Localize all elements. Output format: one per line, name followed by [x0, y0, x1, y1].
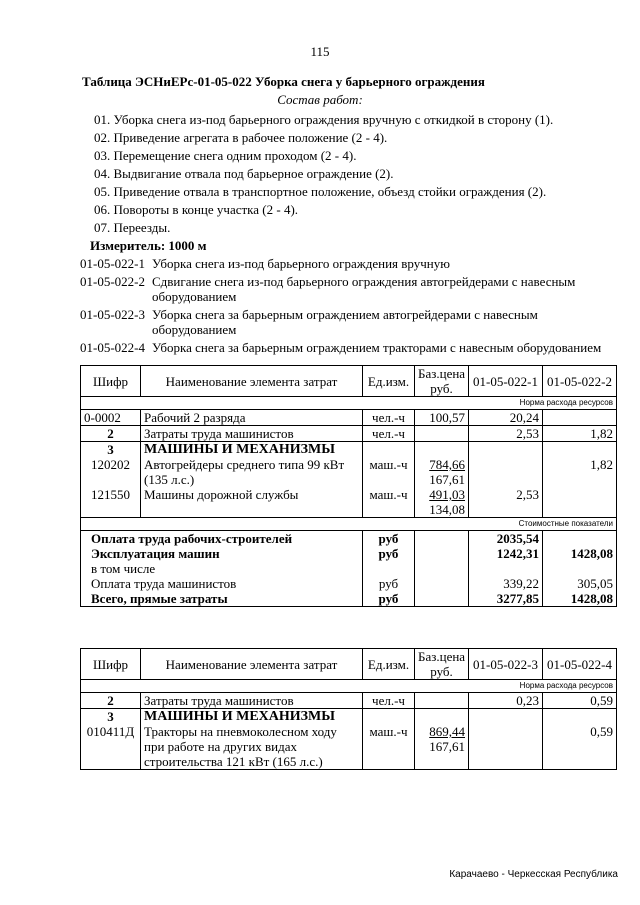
cell-col-a [469, 442, 543, 458]
cell-col-b [543, 410, 617, 426]
cell-price: 100,57 [415, 410, 469, 426]
cost-row [81, 591, 617, 607]
operation-item: 03. Перемещение снега одним проходом (2 - 4). [94, 148, 357, 163]
header-col-a: 01-05-022-3 [469, 649, 543, 680]
header-col-b: 01-05-022-4 [543, 649, 617, 680]
cost-col-b: 1428,08 [543, 546, 617, 561]
meter-label: Измеритель: 1000 м [90, 238, 207, 253]
cost-unit: руб [363, 591, 415, 607]
operation-item: 05. Приведение отвала в транспортное положение, объезд стойки ограждения (2). [94, 184, 547, 199]
cell-code: 2 [81, 693, 141, 709]
table-row [81, 426, 617, 442]
cost-col-a: 339,22 [469, 576, 543, 591]
cost-label: Стоимостные показатели [81, 518, 617, 531]
cell-col-a: 2,53 [469, 426, 543, 442]
code: 01-05-022-1 [80, 256, 145, 271]
header-name: Наименование элемента затрат [141, 366, 363, 397]
header-col-b: 01-05-022-2 [543, 366, 617, 397]
cost-row [81, 576, 617, 591]
operation-item: 02. Приведение агрегата в рабочее положение (2 - 4). [94, 130, 388, 145]
cell-col-a: 2,53 [469, 487, 543, 518]
cell-col-a: 20,24 [469, 410, 543, 426]
cell-price [415, 487, 469, 518]
cost-price [415, 546, 469, 561]
price-total: 491,03 [429, 487, 465, 502]
cell-price [415, 693, 469, 709]
cost-price [415, 531, 469, 547]
operation-item: 07. Переезды. [94, 220, 171, 235]
cell-code: 121550 [81, 487, 141, 518]
cell-code: 120202 [81, 457, 141, 487]
code-description: Уборка снега за барьерным ограждением автогрейдерами с навесным оборудованием [152, 307, 538, 337]
cell-price [415, 426, 469, 442]
composition-label: Состав работ: [277, 92, 363, 107]
cost-unit: руб [363, 531, 415, 547]
price-wage: 167,61 [429, 472, 465, 487]
header-cipher: Шифр [81, 649, 141, 680]
cell-name: Затраты труда машинистов [141, 693, 363, 709]
cost-col-a [469, 561, 543, 576]
header-name: Наименование элемента затрат [141, 649, 363, 680]
norm-subheader-row [81, 680, 617, 693]
page-number: 115 [310, 44, 330, 59]
cell-code: 0-0002 [81, 410, 141, 426]
cell-price [415, 724, 469, 770]
table-row [81, 457, 617, 487]
cell-name: Рабочий 2 разряда [141, 410, 363, 426]
cost-col-b: 1428,08 [543, 591, 617, 607]
cost-unit: руб [363, 546, 415, 561]
cell-col-b: 1,82 [543, 426, 617, 442]
cell-col-a [469, 709, 543, 725]
cell-col-a: 0,23 [469, 693, 543, 709]
cell-price [415, 457, 469, 487]
section-title: МАШИНЫ И МЕХАНИЗМЫ [141, 442, 363, 458]
cost-name: Оплата труда машинистов [81, 576, 363, 591]
code-description: Уборка снега из-под барьерного ограждения вручную [152, 256, 450, 271]
cost-unit [363, 561, 415, 576]
code-item [80, 307, 620, 337]
cell-col-b: 0,59 [543, 724, 617, 770]
cost-subheader-row [81, 518, 617, 531]
cost-price [415, 561, 469, 576]
operations-list [94, 111, 553, 237]
code-description: Уборка снега за барьерным ограждением тракторами с навесным оборудованием [152, 340, 602, 355]
code-description: Сдвигание снега из-под барьерного ограждения автогрейдерами с навесным оборудованием [152, 274, 576, 304]
cell-unit: чел.-ч [363, 693, 415, 709]
section-row [81, 709, 617, 725]
cell-name: Машины дорожной службы [141, 487, 363, 518]
cell-unit [363, 709, 415, 725]
table-title: Таблица ЭСНиЕРс-01-05-022 Уборка снега у барьерного ограждения [82, 74, 485, 89]
cell-unit: чел.-ч [363, 426, 415, 442]
cell-unit: маш.-ч [363, 487, 415, 518]
section-title: МАШИНЫ И МЕХАНИЗМЫ [141, 709, 363, 725]
cell-name: Тракторы на пневмоколесном ходу при работе на других видах строительства 121 кВт (165 л.с.) [141, 724, 363, 770]
price-wage: 167,61 [429, 739, 465, 754]
header-unit: Ед.изм. [363, 649, 415, 680]
price-total: 784,66 [429, 457, 465, 472]
operation-item: 06. Повороты в конце участка (2 - 4). [94, 202, 299, 217]
cell-unit [363, 442, 415, 458]
cost-price [415, 591, 469, 607]
cost-col-a: 3277,85 [469, 591, 543, 607]
cell-price [415, 442, 469, 458]
cost-name: в том числе [81, 561, 363, 576]
cell-unit: маш.-ч [363, 724, 415, 770]
cell-col-b [543, 709, 617, 725]
cell-price [415, 709, 469, 725]
code-item [80, 256, 620, 271]
price-total: 869,44 [429, 724, 465, 739]
operation-item: 04. Выдвигание отвала под барьерное ограждение (2). [94, 166, 394, 181]
cost-row [81, 546, 617, 561]
header-cipher: Шифр [81, 366, 141, 397]
table-row [81, 410, 617, 426]
code-item [80, 340, 620, 355]
code: 01-05-022-3 [80, 307, 145, 322]
cost-unit: руб [363, 576, 415, 591]
section-row [81, 442, 617, 458]
cell-code: 010411Д [81, 724, 141, 770]
table-row [81, 487, 617, 518]
codes-list [80, 256, 620, 358]
header-unit: Ед.изм. [363, 366, 415, 397]
norm-label: Норма расхода ресурсов [81, 397, 617, 410]
cell-code: 3 [81, 709, 141, 725]
cost-price [415, 576, 469, 591]
norm-label: Норма расхода ресурсов [81, 680, 617, 693]
header-row [81, 649, 617, 680]
cost-name: Оплата труда рабочих-строителей [81, 531, 363, 547]
header-col-a: 01-05-022-1 [469, 366, 543, 397]
cell-col-b: 0,59 [543, 693, 617, 709]
table-row [81, 724, 617, 770]
code: 01-05-022-4 [80, 340, 145, 355]
operation-item: 01. Уборка снега из-под барьерного ограждения вручную с откидкой в сторону (1). [94, 112, 554, 127]
table-row [81, 693, 617, 709]
cell-unit: чел.-ч [363, 410, 415, 426]
cell-col-a [469, 724, 543, 770]
resource-table-1 [80, 365, 617, 607]
cost-col-a: 1242,31 [469, 546, 543, 561]
cell-col-b [543, 442, 617, 458]
footer-region: Карачаево - Черкесская Республика [449, 869, 618, 880]
cell-col-b: 1,82 [543, 457, 617, 487]
cost-col-a: 2035,54 [469, 531, 543, 547]
cost-name: Всего, прямые затраты [81, 591, 363, 607]
code: 01-05-022-2 [80, 274, 145, 289]
header-row [81, 366, 617, 397]
code-item [80, 274, 620, 304]
cell-name: Затраты труда машинистов [141, 426, 363, 442]
resource-table-2 [80, 648, 617, 770]
cell-code: 3 [81, 442, 141, 458]
cell-col-a [469, 457, 543, 487]
cell-col-b [543, 487, 617, 518]
price-wage: 134,08 [429, 502, 465, 517]
cost-row [81, 531, 617, 547]
cost-col-b: 305,05 [543, 576, 617, 591]
cell-code: 2 [81, 426, 141, 442]
cost-col-b [543, 561, 617, 576]
cell-name: Автогрейдеры среднего типа 99 кВт (135 л.с.) [141, 457, 363, 487]
cost-name: Эксплуатация машин [81, 546, 363, 561]
header-price: Баз.цена руб. [415, 366, 469, 397]
cost-col-b [543, 531, 617, 547]
norm-subheader-row [81, 397, 617, 410]
header-price: Баз.цена руб. [415, 649, 469, 680]
cell-unit: маш.-ч [363, 457, 415, 487]
cost-row [81, 561, 617, 576]
